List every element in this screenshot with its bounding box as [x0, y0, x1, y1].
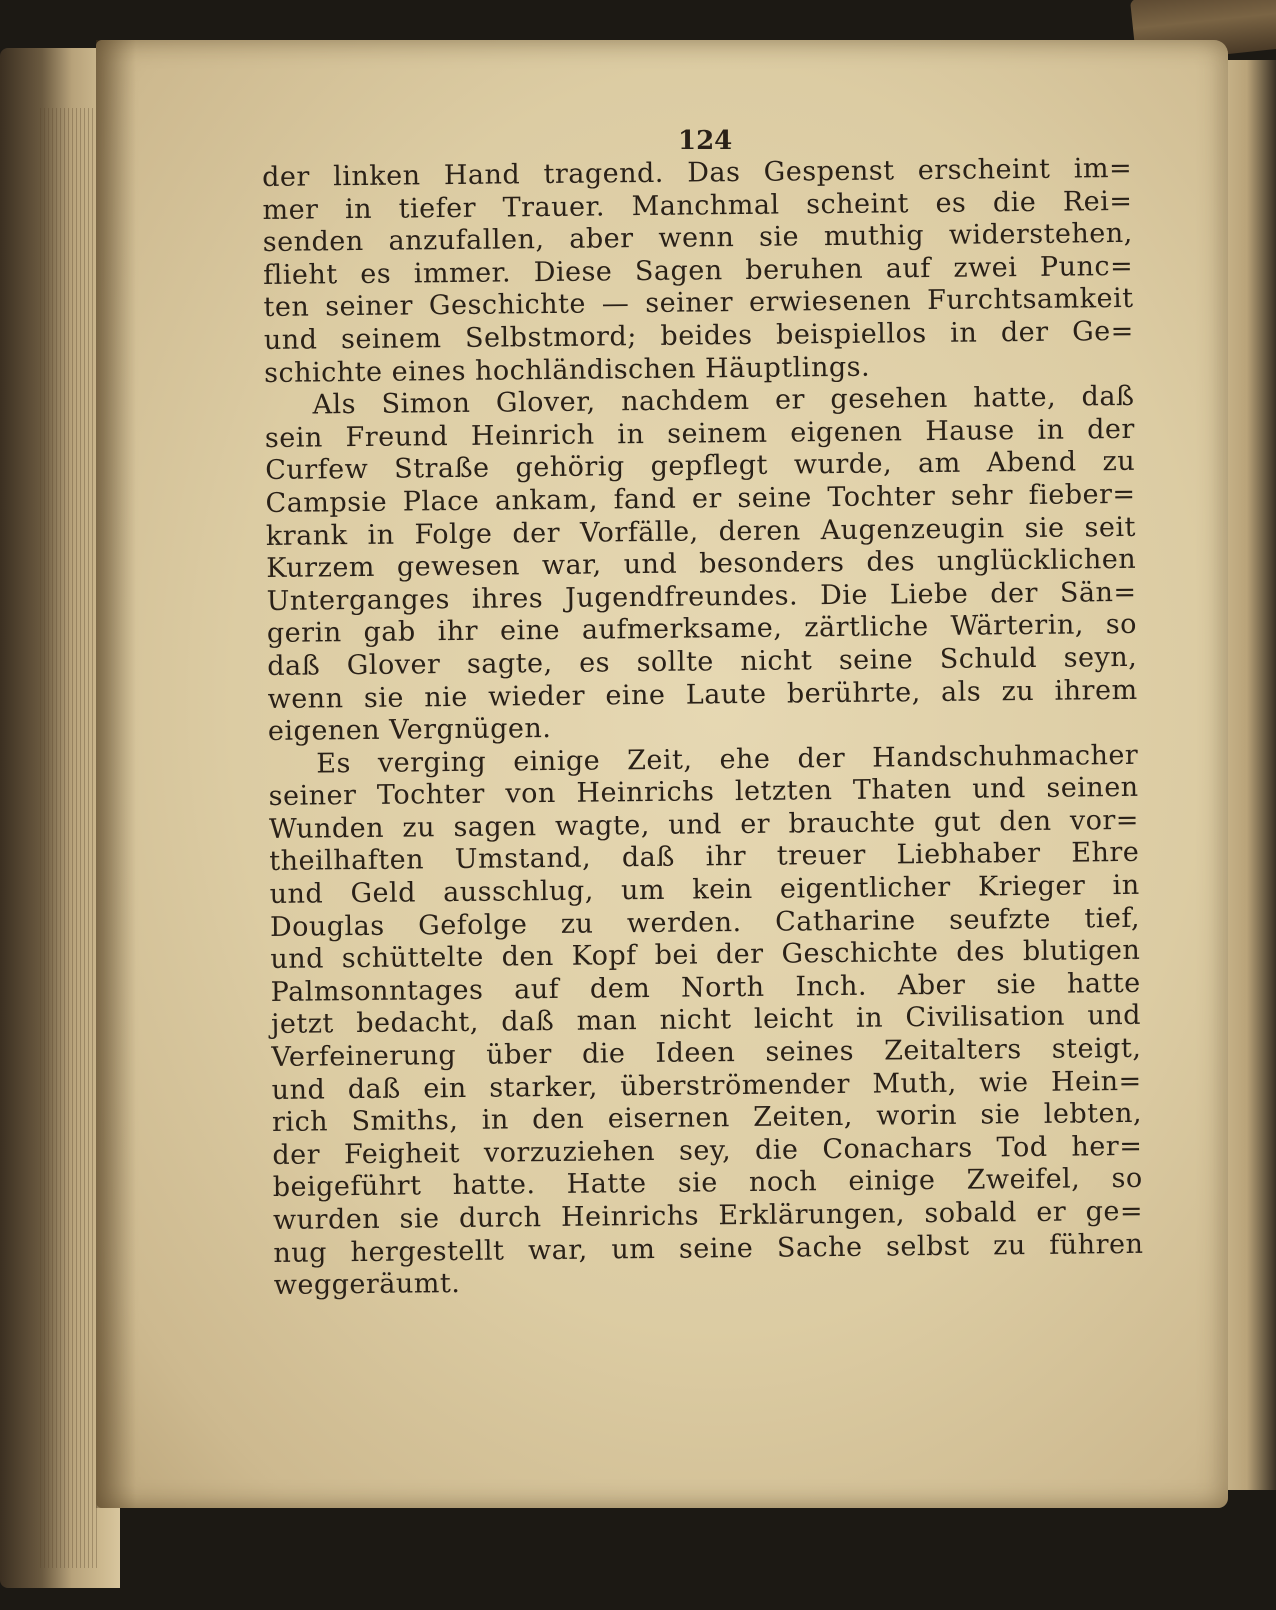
text-line: rich Smiths, in den eisernen Zeiten, worin sie lebten, [271, 1098, 1143, 1139]
text-line: und schüttelte den Kopf bei der Geschichte des blutigen [270, 935, 1141, 976]
text-line: senden anzufallen, aber wenn sie muthig widerstehen, [262, 218, 1133, 259]
text-line: seiner Tochter von Heinrichs letzten Thaten und seinen [268, 772, 1139, 813]
text-line: gerin gab ihr eine aufmerksame, zärtliche Wärterin, so [266, 609, 1138, 650]
page-text [262, 153, 1144, 1303]
text-line: nug hergestellt war, um seine Sache selbst zu führen [273, 1228, 1144, 1269]
text-line: daß Glover sagte, es sollte nicht seine Schuld seyn, [267, 641, 1138, 682]
text-line: und daß ein starker, überströmender Muth, wie Hein= [271, 1065, 1142, 1106]
text-line: wurden sie durch Heinrichs Erklärungen, sobald er ge= [272, 1195, 1144, 1236]
text-line: beigeführt hatte. Hatte sie noch einige Zweifel, so [272, 1163, 1143, 1204]
text-line: theilhaften Umstand, daß ihr treuer Liebhaber Ehre [269, 837, 1140, 878]
page-number: 124 [678, 126, 733, 156]
text-line: Curfew Straße gehörig gepflegt wurde, am Abend zu [265, 446, 1136, 487]
text-line: Unterganges ihres Jugendfreundes. Die Liebe der Sän= [266, 576, 1137, 617]
text-line: Verfeinerung über die Ideen seines Zeitalters steigt, [271, 1032, 1142, 1073]
text-line: Als Simon Glover, nachdem er gesehen hatte, daß [312, 381, 1135, 421]
text-line: weggeräumt. [273, 1268, 461, 1302]
paragraph-3 [268, 740, 1144, 1303]
text-line: und Geld ausschlug, um kein eigentlicher Krieger in [269, 869, 1140, 911]
paragraph-1 [262, 153, 1134, 390]
text-line: Campsie Place ankam, fand er seine Tochter sehr fieber= [265, 478, 1136, 519]
text-line: ten seiner Geschichte — seiner erwiesenen Furchtsamkeit [263, 283, 1134, 324]
text-line: Wunden zu sagen wagte, und er brauchte gut den vor= [268, 804, 1140, 845]
text-line: der linken Hand tragend. Das Gespenst erscheint im= [262, 152, 1133, 193]
gutter-shadow [96, 40, 136, 1508]
text-line: flieht es immer. Diese Sagen beruhen auf zwei Punc= [263, 250, 1134, 291]
text-line: mer in tiefer Trauer. Manchmal scheint es die Rei= [262, 185, 1133, 226]
text-line: der Feigheit vorzuziehen sey, die Conachars Tod her= [272, 1130, 1143, 1171]
text-line: eigenen Vergnügen. [267, 713, 552, 748]
text-line: und seinem Selbstmord; beides beispiellos in der Ge= [263, 315, 1134, 356]
text-line: krank in Folge der Vorfälle, deren Augenzeugin sie seit [265, 511, 1137, 552]
text-line: jetzt bedacht, daß man nicht leicht in Civilisation und [270, 1000, 1142, 1041]
text-line: sein Freund Heinrich in seinem eigenen Hause in der [264, 413, 1136, 454]
page-edge-lines [40, 108, 100, 1568]
text-line: schichte eines hochländischen Häuptlings. [264, 351, 871, 389]
text-line: wenn sie nie wieder eine Laute berührte, als zu ihrem [267, 674, 1138, 715]
paragraph-2 [264, 381, 1138, 749]
text-line: Douglas Gefolge zu werden. Catharine seufzte tief, [269, 902, 1141, 943]
text-line: Palmsonntages auf dem North Inch. Aber sie hatte [270, 967, 1141, 1008]
text-line: Es verging einige Zeit, ehe der Handschuhmacher [316, 739, 1139, 780]
text-line: Kurzem gewesen war, und besonders des unglücklichen [266, 543, 1137, 585]
